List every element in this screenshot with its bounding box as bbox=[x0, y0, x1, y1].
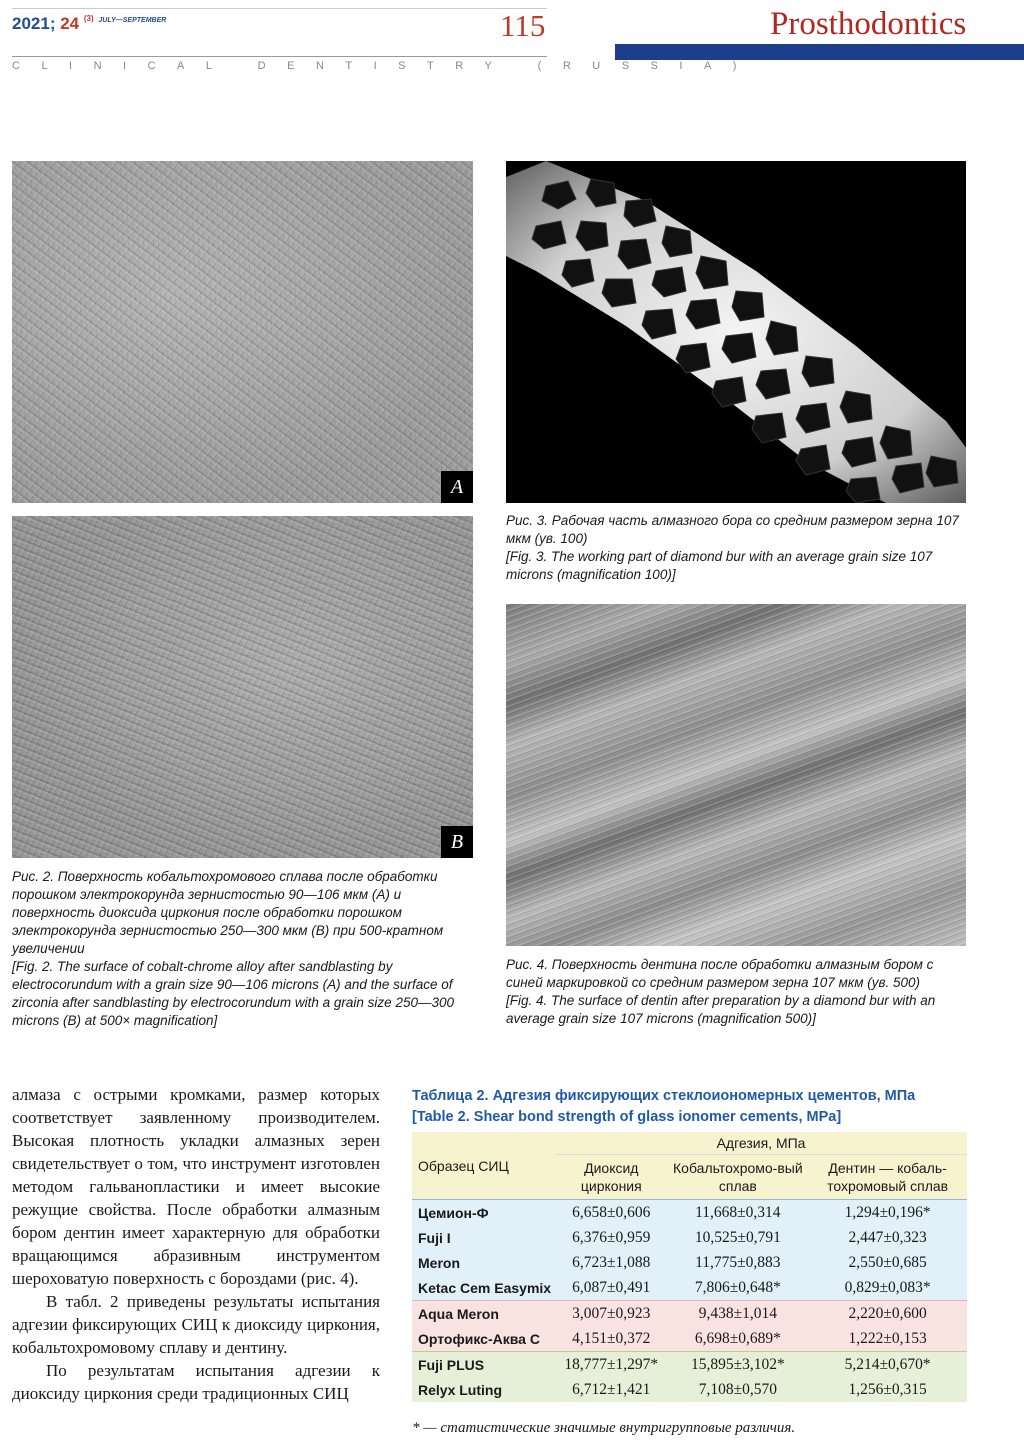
row-name: Fuji PLUS bbox=[412, 1352, 555, 1378]
table-row bbox=[412, 1250, 967, 1275]
table-row bbox=[412, 1352, 967, 1378]
column-header-sample: Образец СИЦ bbox=[412, 1132, 555, 1200]
figure-4-image bbox=[506, 604, 966, 946]
header-rule bbox=[12, 56, 547, 57]
figure-2-caption-ru: Рис. 2. Поверхность кобальтохромового сплава после обработки порошком электрокорунда зернистостью 90—106 мкм (A) и поверхность диоксида циркония после обработки порошком электрокорунда зернистостью 250—300 мкм (B) при 500-кратном увеличении bbox=[12, 869, 444, 956]
journal-name: CLINICAL DENTISTRY (RUSSIA) bbox=[12, 60, 758, 72]
figure-3-image bbox=[506, 161, 966, 503]
cell-cocr: 9,438±1,014 bbox=[668, 1301, 809, 1327]
figure-3-caption bbox=[506, 512, 966, 584]
cell-cocr: 15,895±3,102* bbox=[668, 1352, 809, 1378]
cell-zirconia: 6,723±1,088 bbox=[555, 1250, 667, 1275]
cell-zirconia: 4,151±0,372 bbox=[555, 1326, 667, 1352]
issue-volume: 24 bbox=[60, 14, 80, 33]
column-header-dentin: Дентин — кобаль-тохромовый сплав bbox=[808, 1155, 967, 1200]
column-header-cocr: Кобальтохромо-вый сплав bbox=[668, 1155, 809, 1200]
cell-dentin: 1,294±0,196* bbox=[808, 1200, 967, 1226]
figure-2-caption-en: [Fig. 2. The surface of cobalt-chrome alloy after sandblasting by electrocorundum with a grain size 90—106 microns (A) and the surface of zirconia after sandblasting by electrocorundum with a grain size 250—300 microns (B) at 500× magnification] bbox=[12, 959, 454, 1028]
cell-dentin: 2,447±0,323 bbox=[808, 1225, 967, 1250]
table-row bbox=[412, 1326, 967, 1352]
cell-dentin: 2,550±0,685 bbox=[808, 1250, 967, 1275]
cell-cocr: 6,698±0,689* bbox=[668, 1326, 809, 1352]
table-row bbox=[412, 1377, 967, 1402]
table-title-en: [Table 2. Shear bond strength of glass ionomer cements, MPa] bbox=[412, 1109, 842, 1125]
row-name: Aqua Meron bbox=[412, 1301, 555, 1327]
cell-cocr: 7,806±0,648* bbox=[668, 1275, 809, 1301]
table-row bbox=[412, 1200, 967, 1226]
table-row bbox=[412, 1275, 967, 1301]
issue-info bbox=[12, 14, 166, 34]
figure-3-caption-en: [Fig. 3. The working part of diamond bur with an average grain size 107 microns (magnification 100)] bbox=[506, 549, 933, 582]
cell-dentin: 5,214±0,670* bbox=[808, 1352, 967, 1378]
row-name: Fuji I bbox=[412, 1225, 555, 1250]
cell-cocr: 11,775±0,883 bbox=[668, 1250, 809, 1275]
panel-label-a: A bbox=[441, 471, 473, 503]
figure-4-caption-en: [Fig. 4. The surface of dentin after preparation by a diamond bur with an average grain size 107 microns (magnification 500)] bbox=[506, 993, 936, 1026]
issue-number: (3) bbox=[83, 14, 94, 23]
cell-dentin: 0,829±0,083* bbox=[808, 1275, 967, 1301]
row-name: Meron bbox=[412, 1250, 555, 1275]
table-title-ru: Таблица 2. Адгезия фиксирующих стеклоиономерных цементов, МПа bbox=[412, 1088, 916, 1104]
header-top-rule bbox=[12, 8, 547, 9]
cell-cocr: 7,108±0,570 bbox=[668, 1377, 809, 1402]
cell-zirconia: 18,777±1,297* bbox=[555, 1352, 667, 1378]
diamond-bur-illustration bbox=[506, 161, 966, 503]
figure-4-caption bbox=[506, 956, 966, 1028]
row-name: Relyx Luting bbox=[412, 1377, 555, 1402]
body-paragraph-2: В табл. 2 приведены результаты испытания адгезии фиксирующих СИЦ к диоксиду циркония, кобальтохромовому сплаву и дентину. bbox=[12, 1292, 380, 1357]
issue-year: 2021; bbox=[12, 14, 56, 33]
page-number: 115 bbox=[500, 8, 546, 43]
table-row bbox=[412, 1301, 967, 1327]
row-name: Ketac Cem Easymix bbox=[412, 1275, 555, 1301]
adhesion-table bbox=[412, 1132, 967, 1402]
cell-dentin: 2,220±0,600 bbox=[808, 1301, 967, 1327]
cell-cocr: 10,525±0,791 bbox=[668, 1225, 809, 1250]
figure-2a-image bbox=[12, 161, 473, 503]
figure-3-caption-ru: Рис. 3. Рабочая часть алмазного бора со средним размером зерна 107 мкм (ув. 100) bbox=[506, 513, 959, 546]
body-text bbox=[12, 1083, 380, 1405]
cell-zirconia: 6,658±0,606 bbox=[555, 1200, 667, 1226]
body-paragraph-3: По результатам испытания адгезии к диоксиду циркония среди традиционных СИЦ bbox=[12, 1361, 380, 1403]
cell-zirconia: 3,007±0,923 bbox=[555, 1301, 667, 1327]
figure-4-caption-ru: Рис. 4. Поверхность дентина после обработки алмазным бором с синей маркировкой со средним размером зерна 107 мкм (ув. 500) bbox=[506, 957, 934, 990]
cell-zirconia: 6,712±1,421 bbox=[555, 1377, 667, 1402]
section-title: Prosthodontics bbox=[770, 6, 967, 42]
cell-cocr: 11,668±0,314 bbox=[668, 1200, 809, 1226]
table-title bbox=[412, 1086, 972, 1128]
panel-label-b: B bbox=[441, 826, 473, 858]
column-header-group: Адгезия, МПа bbox=[555, 1132, 967, 1155]
table-row bbox=[412, 1225, 967, 1250]
row-name: Цемион-Ф bbox=[412, 1200, 555, 1226]
column-header-zirconia: Диоксид циркония bbox=[555, 1155, 667, 1200]
cell-zirconia: 6,376±0,959 bbox=[555, 1225, 667, 1250]
row-name: Ортофикс-Аква С bbox=[412, 1326, 555, 1352]
section-bar bbox=[615, 44, 1024, 60]
issue-season: JULY—SEPTEMBER bbox=[98, 17, 167, 24]
figure-2-caption bbox=[12, 868, 482, 1030]
table-footnote: * — статистические значимые внутригрупповые различия. bbox=[412, 1420, 796, 1436]
cell-zirconia: 6,087±0,491 bbox=[555, 1275, 667, 1301]
cell-dentin: 1,256±0,315 bbox=[808, 1377, 967, 1402]
cell-dentin: 1,222±0,153 bbox=[808, 1326, 967, 1352]
body-paragraph-1: алмаза с острыми кромками, размер которых соответствует заявленному производителем. Высокая плотность укладки алмазных зерен свидетельствует о том, что инструмент изготовлен методом гальванопластики и имеет высокие режущие свойства. После обработки алмазным бором дентин имеет характерную для обработки вращающимся абразивным инструментом шероховатую поверхность с бороздами (рис. 4). bbox=[12, 1085, 380, 1288]
figure-2b-image bbox=[12, 516, 473, 858]
